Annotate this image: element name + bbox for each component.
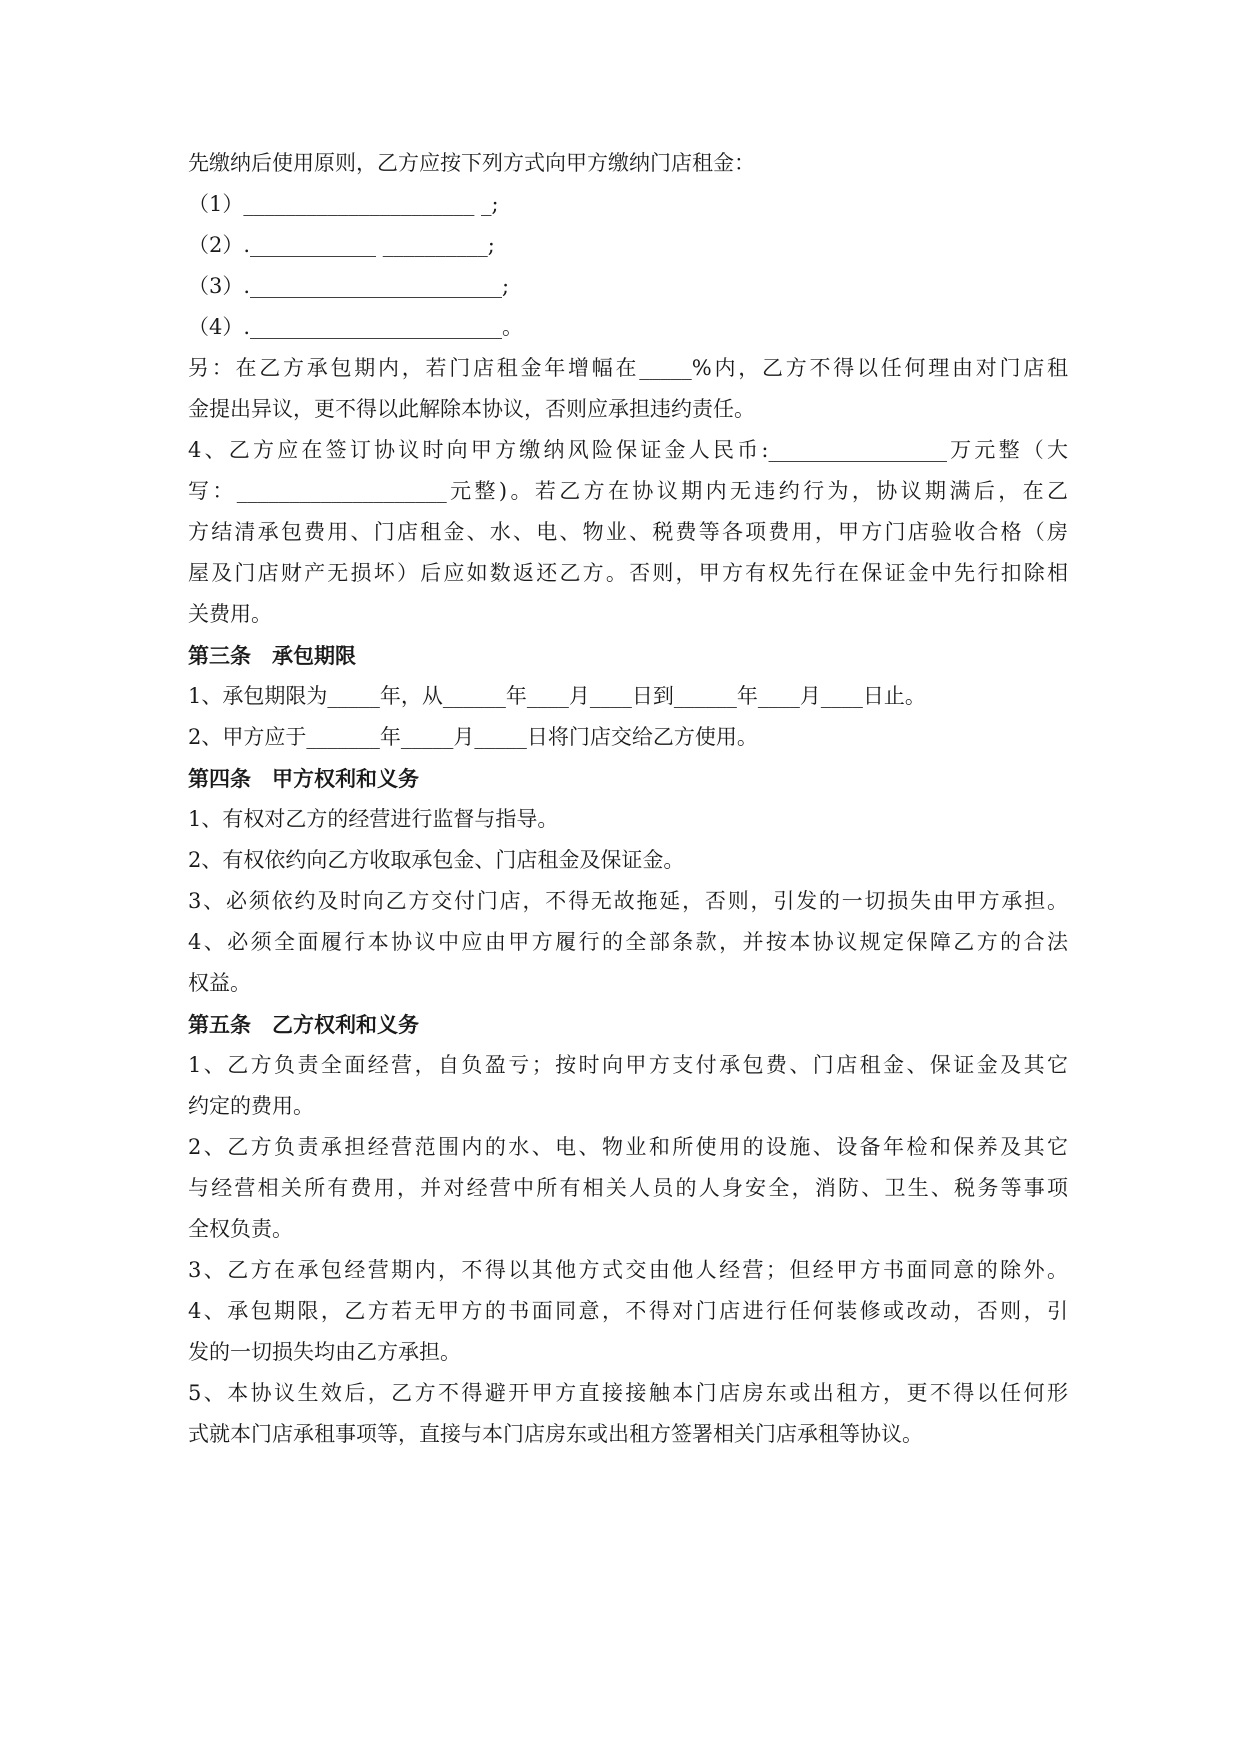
paragraph-line: 3、必须依约及时向乙方交付门店，不得无故拖延，否则，引发的一切损失由甲方承担。 xyxy=(188,889,1068,913)
paragraph-line: 3、乙方在承包经营期内，不得以其他方式交由他人经营；但经甲方书面同意的除外。 xyxy=(188,1258,1068,1282)
paragraph-line: 1、乙方负责全面经营，自负盈亏；按时向甲方支付承包费、门店租金、保证金及其它 xyxy=(188,1053,1068,1077)
section-heading: 第三条 承包期限 xyxy=(188,643,356,668)
section-heading: 第四条 甲方权利和义务 xyxy=(188,766,419,791)
paragraph-line: 2、甲方应于_______年_____月_____日将门店交给乙方使用。 xyxy=(188,725,758,749)
paragraph-line: 式就本门店承租事项等，直接与本门店房东或出租方签署相关门店承租等协议。 xyxy=(188,1422,923,1446)
paragraph-line: 全权负责。 xyxy=(188,1217,293,1241)
paragraph-line: 金提出异议，更不得以此解除本协议，否则应承担违约责任。 xyxy=(188,397,755,421)
paragraph-line: 4、乙方应在签订协议时向甲方缴纳风险保证金人民币:_________________万元整（大 xyxy=(188,438,1068,462)
paragraph-line: 另：在乙方承包期内，若门店租金年增幅在_____%内，乙方不得以任何理由对门店租 xyxy=(188,356,1068,380)
paragraph-line: 发的一切损失均由乙方承担。 xyxy=(188,1340,461,1364)
paragraph-line: （2）.____________ __________; xyxy=(188,233,495,257)
paragraph-line: 4、必须全面履行本协议中应由甲方履行的全部条款，并按本协议规定保障乙方的合法 xyxy=(188,930,1068,954)
paragraph-line: 方结清承包费用、门店租金、水、电、物业、税费等各项费用，甲方门店验收合格（房 xyxy=(188,520,1068,544)
paragraph-line: 5、本协议生效后，乙方不得避开甲方直接接触本门店房东或出租方，更不得以任何形 xyxy=(188,1381,1068,1405)
paragraph-line: 1、有权对乙方的经营进行监督与指导。 xyxy=(188,807,559,831)
paragraph-line: 权益。 xyxy=(188,971,251,995)
paragraph-line: 与经营相关所有费用，并对经营中所有相关人员的人身安全，消防、卫生、税务等事项 xyxy=(188,1176,1068,1200)
paragraph-line: 4、承包期限，乙方若无甲方的书面同意，不得对门店进行任何装修或改动，否则，引 xyxy=(188,1299,1068,1323)
paragraph-line: （3）.________________________; xyxy=(188,274,510,298)
document-page xyxy=(188,143,1068,1455)
paragraph-line: 2、乙方负责承担经营范围内的水、电、物业和所使用的设施、设备年检和保养及其它 xyxy=(188,1135,1068,1159)
paragraph-line: （1）______________________ _; xyxy=(188,192,499,216)
paragraph-line: 2、有权依约向乙方收取承包金、门店租金及保证金。 xyxy=(188,848,685,872)
paragraph-line: （4）.________________________。 xyxy=(188,315,524,339)
paragraph-line: 1、承包期限为_____年，从______年____月____日到______年____月____日止。 xyxy=(188,684,926,708)
paragraph-line: 屋及门店财产无损坏）后应如数返还乙方。否则，甲方有权先行在保证金中先行扣除相 xyxy=(188,561,1068,585)
paragraph-line: 关费用。 xyxy=(188,602,272,626)
paragraph-line: 写：____________________元整)。若乙方在协议期内无违约行为，协议期满后，在乙 xyxy=(188,479,1068,503)
paragraph-line: 约定的费用。 xyxy=(188,1094,314,1118)
section-heading: 第五条 乙方权利和义务 xyxy=(188,1012,419,1037)
paragraph-line: 先缴纳后使用原则，乙方应按下列方式向甲方缴纳门店租金： xyxy=(188,151,755,175)
